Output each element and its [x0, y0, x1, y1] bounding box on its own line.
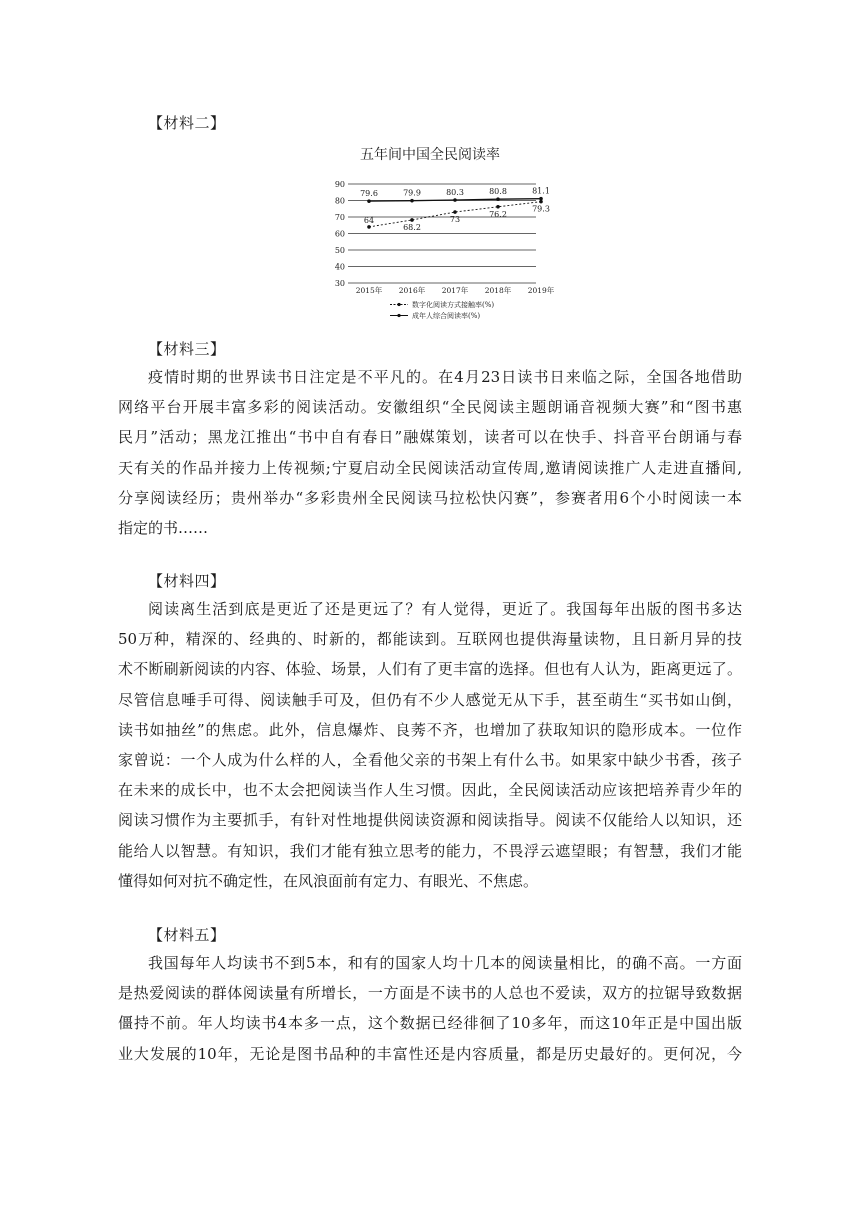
data-label: 80.3	[446, 188, 464, 198]
data-label: 79.3	[532, 204, 550, 214]
data-point	[367, 199, 371, 203]
paragraph-line: 阅读离生活到底是更近了还是更远了？有人觉得，更近了。我国每年出版的图书多达	[148, 600, 742, 618]
y-tick-label: 90	[334, 180, 345, 189]
legend-marker	[397, 303, 400, 306]
material-4-heading: 【材料四】	[148, 572, 226, 590]
chart-title: 五年间中国全民阅读率	[360, 147, 500, 163]
paragraph-line: 疫情时期的世界读书日注定是不平凡的。在4月23日读书日来临之际，全国各地借助	[148, 368, 742, 386]
y-tick-label: 70	[334, 213, 345, 222]
data-label: 73	[449, 215, 461, 225]
paragraph-line: 术不断刷新阅读的内容、体验、场景，人们有了更丰富的选择。但也有人认为，距离更远了。	[118, 660, 742, 679]
data-point	[367, 225, 371, 229]
legend-label: 数字化阅读方式接触率(%)	[412, 301, 495, 309]
paragraph-line: 50万种，精深的、经典的、时新的，都能读到。互联网也提供海量读物，且日新月异的技	[118, 630, 742, 649]
y-tick-label: 80	[334, 196, 345, 206]
material-3-paragraph	[118, 362, 742, 543]
y-tick-label: 50	[334, 246, 345, 255]
x-tick-label: 2015年	[355, 286, 383, 295]
material-4-paragraph	[118, 594, 742, 896]
data-point	[410, 199, 414, 203]
paragraph-line: 分享阅读经历；贵州举办“多彩贵州全民阅读马拉松快闪赛”，参赛者用6个小时阅读一本	[118, 488, 742, 507]
paragraph-line: 在未来的成长中，也不太会把阅读当作人生习惯。因此，全民阅读活动应该把培养青少年的	[118, 781, 742, 800]
legend-marker	[397, 314, 400, 317]
paragraph-line: 僵持不前。年人均读书4本多一点，这个数据已经徘徊了10多年，而这10年正是中国出版	[118, 1014, 742, 1033]
paragraph-line: 我国每年人均读书不到5本，和有的国家人均十几本的阅读量相比，的确不高。一方面	[148, 954, 742, 972]
data-label: 68.2	[403, 222, 421, 232]
data-point	[453, 198, 457, 202]
data-point	[496, 205, 500, 209]
y-tick-label: 40	[334, 262, 345, 272]
paragraph-line: 业大发展的10年，无论是图书品种的丰富性还是内容质量，都是历史最好的。更何况，今	[118, 1044, 742, 1063]
paragraph-line: 读书如抽丝”的焦虑。此外，信息爆炸、良莠不齐，也增加了获取知识的隐形成本。一位作	[118, 720, 742, 739]
material-2-heading: 【材料二】	[148, 114, 226, 132]
paragraph-line: 家曾说：一个人成为什么样的人，全看他父亲的书架上有什么书。如果家中缺少书香，孩子	[118, 750, 742, 769]
data-point	[410, 218, 414, 222]
x-tick-label: 2018年	[484, 286, 512, 295]
paragraph-line: 是热爱阅读的群体阅读量有所增长，一方面是不读书的人总也不爱读，双方的拉锯导致数据	[118, 984, 742, 1003]
data-label: 81.1	[532, 186, 550, 196]
data-label: 64	[363, 215, 375, 225]
data-label: 79.9	[403, 188, 421, 198]
paragraph-line: 指定的书……	[118, 518, 209, 537]
y-tick-label: 30	[334, 279, 345, 288]
data-point	[453, 210, 457, 214]
paragraph-line: 网络平台开展丰富多彩的阅读活动。安徽组织“全民阅读主题朗诵音视频大赛”和“图书惠	[118, 398, 742, 417]
data-label: 79.6	[360, 189, 378, 199]
x-tick-label: 2019年	[527, 286, 555, 295]
x-tick-label: 2017年	[441, 286, 469, 295]
data-label: 76.2	[489, 209, 507, 219]
data-label: 80.8	[489, 187, 507, 197]
material-3-heading: 【材料三】	[148, 340, 226, 358]
x-tick-label: 2016年	[398, 286, 426, 295]
reading-rate-line-chart	[330, 170, 555, 328]
material-5-heading: 【材料五】	[148, 926, 226, 944]
y-tick-label: 60	[334, 229, 345, 239]
paragraph-line: 天有关的作品并接力上传视频;宁夏启动全民阅读活动宣传周,邀请阅读推广人走进直播间,	[118, 458, 742, 477]
paragraph-line: 尽管信息唾手可得、阅读触手可及，但仍有不少人感觉无从下手，甚至萌生“买书如山倒，	[118, 690, 742, 709]
data-point	[539, 197, 543, 201]
paragraph-line: 能给人以智慧。有知识，我们才能有独立思考的能力，不畏浮云遮望眼；有智慧，我们才能	[118, 841, 742, 860]
legend-label: 成年人综合阅读率(%)	[412, 312, 481, 320]
paragraph-line: 民月”活动；黑龙江推出“书中自有春日”融媒策划，读者可以在快手、抖音平台朗诵与春	[118, 428, 742, 447]
material-5-paragraph	[118, 948, 742, 1069]
paragraph-line: 懂得如何对抗不确定性，在风浪面前有定力、有眼光、不焦虑。	[118, 871, 539, 890]
data-point	[496, 197, 500, 201]
paragraph-line: 阅读习惯作为主要抓手，有针对性地提供阅读资源和阅读指导。阅读不仅能给人以知识，还	[118, 811, 742, 830]
